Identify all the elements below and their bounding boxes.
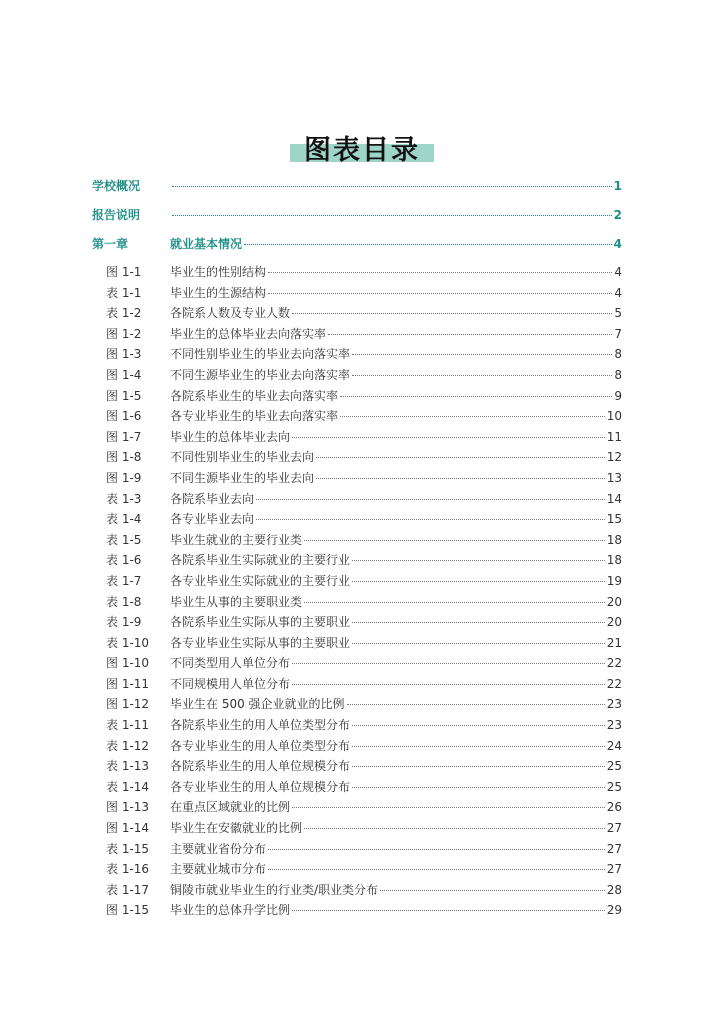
toc-entry-label: 表 1-12 xyxy=(106,738,150,753)
toc-entry-page: 27 xyxy=(606,841,622,856)
toc-entry[interactable] xyxy=(92,677,622,698)
toc-entry-label: 表 1-4 xyxy=(106,512,142,527)
toc-entry[interactable] xyxy=(92,656,622,677)
toc-entry-title: 主要就业城市分布 xyxy=(170,862,267,877)
toc-entry-page: 20 xyxy=(606,615,622,630)
toc-entry-title: 各专业毕业生的用人单位类型分布 xyxy=(170,738,351,753)
toc-entry[interactable] xyxy=(92,862,622,883)
toc-main-entry[interactable] xyxy=(92,178,622,207)
dot-leader xyxy=(352,581,605,582)
toc-entry-page: 18 xyxy=(606,532,622,547)
toc-entry-page: 28 xyxy=(606,882,622,897)
toc-entry-title: 不同生源毕业生的毕业去向落实率 xyxy=(170,367,351,382)
toc-list xyxy=(92,178,622,924)
dot-leader xyxy=(292,437,605,438)
dot-leader xyxy=(256,499,605,500)
dot-leader xyxy=(352,375,612,376)
toc-entry-title: 各专业毕业生的用人单位规模分布 xyxy=(170,779,351,794)
toc-entry-title: 各专业毕业生实际就业的主要行业 xyxy=(170,573,351,588)
toc-entry-label: 学校概况 xyxy=(92,179,141,193)
toc-entry-title: 各专业毕业去向 xyxy=(170,512,255,527)
toc-entry[interactable] xyxy=(92,492,622,513)
toc-entry-page: 14 xyxy=(606,491,622,506)
toc-entry-title: 不同规模用人单位分布 xyxy=(170,676,291,691)
toc-entry[interactable] xyxy=(92,409,622,430)
toc-entry[interactable] xyxy=(92,327,622,348)
dot-leader xyxy=(292,663,605,664)
toc-entry[interactable] xyxy=(92,347,622,368)
toc-entry-page: 22 xyxy=(606,656,622,671)
toc-entry[interactable] xyxy=(92,780,622,801)
toc-entry-page: 25 xyxy=(606,759,622,774)
toc-entry-label: 图 1-12 xyxy=(106,697,150,712)
toc-entry-page: 27 xyxy=(606,821,622,836)
toc-entry-label: 表 1-5 xyxy=(106,532,142,547)
toc-entry-label: 表 1-15 xyxy=(106,841,150,856)
toc-entry-label: 图 1-3 xyxy=(106,347,142,362)
toc-main-entry[interactable] xyxy=(92,236,622,265)
toc-main-entry[interactable] xyxy=(92,207,622,236)
toc-entry-label: 表 1-14 xyxy=(106,779,150,794)
dot-leader xyxy=(352,643,605,644)
toc-entry-title: 各专业毕业生实际从事的主要职业 xyxy=(170,635,351,650)
toc-entry-title: 不同性别毕业生的毕业去向 xyxy=(170,450,315,465)
toc-entry[interactable] xyxy=(92,615,622,636)
toc-entry-title: 各院系人数及专业人数 xyxy=(170,306,291,321)
toc-entry-title: 主要就业省份分布 xyxy=(170,841,267,856)
toc-entry[interactable] xyxy=(92,842,622,863)
dot-leader xyxy=(316,478,605,479)
toc-entry-label: 图 1-8 xyxy=(106,450,142,465)
toc-entry-page: 22 xyxy=(606,676,622,691)
toc-entry-title: 各专业毕业生的毕业去向落实率 xyxy=(170,409,339,424)
toc-entry[interactable] xyxy=(92,368,622,389)
heading-box xyxy=(298,128,426,167)
toc-entry-label: 图 1-9 xyxy=(106,470,142,485)
toc-entry[interactable] xyxy=(92,636,622,657)
dot-leader xyxy=(304,540,605,541)
toc-entry-title: 铜陵市就业毕业生的行业类/职业类分布 xyxy=(170,882,379,897)
toc-entry[interactable] xyxy=(92,903,622,924)
toc-entry-label: 图 1-14 xyxy=(106,821,150,836)
dot-leader xyxy=(268,293,612,294)
toc-entry[interactable] xyxy=(92,718,622,739)
dot-leader xyxy=(292,910,605,911)
toc-entry-title: 不同类型用人单位分布 xyxy=(170,656,291,671)
dot-leader xyxy=(380,890,605,891)
toc-entry-page: 27 xyxy=(606,862,622,877)
toc-entry-title: 毕业生在 500 强企业就业的比例 xyxy=(170,697,345,712)
toc-entry-page: 26 xyxy=(606,800,622,815)
toc-entry[interactable] xyxy=(92,430,622,451)
toc-entry-title: 毕业生从事的主要职业类 xyxy=(170,594,303,609)
toc-entry-page: 4 xyxy=(613,237,622,251)
page-title: 图表目录 xyxy=(304,135,420,166)
toc-entry[interactable] xyxy=(92,389,622,410)
toc-entry[interactable] xyxy=(92,697,622,718)
toc-entry-label: 表 1-1 xyxy=(106,285,142,300)
toc-entry-label: 图 1-4 xyxy=(106,367,142,382)
dot-leader xyxy=(292,807,605,808)
toc-entry-label: 表 1-8 xyxy=(106,594,142,609)
toc-entry-page: 21 xyxy=(606,635,622,650)
toc-entry-label: 图 1-13 xyxy=(106,800,150,815)
toc-entry-label: 表 1-10 xyxy=(106,635,150,650)
toc-entry-title: 毕业生的性别结构 xyxy=(170,265,267,279)
toc-entry-page: 13 xyxy=(606,470,622,485)
toc-entry-label: 表 1-16 xyxy=(106,862,150,877)
toc-entry-page: 10 xyxy=(606,409,622,424)
toc-entry-title: 各院系毕业生的毕业去向落实率 xyxy=(170,388,339,403)
toc-entry-label: 表 1-6 xyxy=(106,553,142,568)
toc-entry-label: 表 1-3 xyxy=(106,491,142,506)
dot-leader xyxy=(352,746,605,747)
dot-leader xyxy=(352,622,605,623)
toc-entry-page: 24 xyxy=(606,738,622,753)
toc-entry-page: 29 xyxy=(606,903,622,918)
dot-leader xyxy=(292,313,612,314)
dot-leader xyxy=(328,334,612,335)
toc-entry[interactable] xyxy=(92,553,622,574)
toc-entry-page: 19 xyxy=(606,573,622,588)
toc-entry-title: 在重点区域就业的比例 xyxy=(170,800,291,815)
dot-leader xyxy=(268,272,612,273)
toc-entry-page: 8 xyxy=(614,347,622,362)
toc-entry[interactable] xyxy=(92,800,622,821)
toc-entry-label: 表 1-9 xyxy=(106,615,142,630)
toc-entry-title: 各院系毕业生实际就业的主要行业 xyxy=(170,553,351,568)
toc-entry[interactable] xyxy=(92,533,622,554)
toc-entry-title: 毕业生的总体升学比例 xyxy=(170,903,291,918)
dot-leader xyxy=(352,354,612,355)
dot-leader xyxy=(244,244,612,245)
toc-entry-page: 23 xyxy=(606,718,622,733)
toc-entry-title: 不同性别毕业生的毕业去向落实率 xyxy=(170,347,351,362)
toc-entry-label: 表 1-7 xyxy=(106,573,142,588)
toc-entry-label: 图 1-7 xyxy=(106,429,142,444)
toc-entry-label: 报告说明 xyxy=(92,208,141,222)
toc-entry-label: 表 1-13 xyxy=(106,759,150,774)
toc-entry-page: 15 xyxy=(606,512,622,527)
dot-leader xyxy=(268,849,605,850)
dot-leader xyxy=(172,186,612,187)
dot-leader xyxy=(316,457,605,458)
toc-entry[interactable] xyxy=(92,471,622,492)
toc-entry[interactable] xyxy=(92,883,622,904)
dot-leader xyxy=(347,704,605,705)
toc-entry-page: 20 xyxy=(606,594,622,609)
toc-entry-page: 5 xyxy=(614,306,622,321)
toc-entry-page: 8 xyxy=(614,367,622,382)
toc-entry-page: 4 xyxy=(614,265,622,279)
toc-entry-page: 25 xyxy=(606,779,622,794)
dot-leader xyxy=(340,416,605,417)
dot-leader xyxy=(352,766,605,767)
toc-entry-title: 毕业生的总体毕业去向落实率 xyxy=(170,326,327,341)
toc-entry-page: 23 xyxy=(606,697,622,712)
toc-entry[interactable] xyxy=(92,286,622,307)
toc-entry[interactable] xyxy=(92,595,622,616)
toc-entry-label: 表 1-17 xyxy=(106,882,150,897)
toc-entry-label: 图 1-11 xyxy=(106,676,150,691)
toc-entry[interactable] xyxy=(92,450,622,471)
toc-entry[interactable] xyxy=(92,265,622,286)
dot-leader xyxy=(352,787,605,788)
toc-entry-label: 第一章 xyxy=(92,237,129,251)
toc-entry-title: 就业基本情况 xyxy=(170,237,243,251)
toc-entry-page: 9 xyxy=(614,388,622,403)
toc-entry-label: 表 1-2 xyxy=(106,306,142,321)
toc-entry-label: 表 1-11 xyxy=(106,718,150,733)
dot-leader xyxy=(352,560,605,561)
toc-entry[interactable] xyxy=(92,759,622,780)
toc-entry-page: 11 xyxy=(606,429,622,444)
toc-entry-title: 各院系毕业生的用人单位类型分布 xyxy=(170,718,351,733)
toc-entry-page: 1 xyxy=(613,179,622,193)
toc-entry-title: 不同生源毕业生的毕业去向 xyxy=(170,470,315,485)
heading-wrap xyxy=(0,128,724,167)
toc-entry-label: 图 1-6 xyxy=(106,409,142,424)
dot-leader xyxy=(268,869,605,870)
toc-entry-label: 图 1-1 xyxy=(106,265,142,279)
dot-leader xyxy=(304,828,605,829)
toc-entry-page: 18 xyxy=(606,553,622,568)
dot-leader xyxy=(352,725,605,726)
dot-leader xyxy=(256,519,605,520)
dot-leader xyxy=(172,215,612,216)
toc-entry-title: 各院系毕业生实际从事的主要职业 xyxy=(170,615,351,630)
dot-leader xyxy=(292,684,605,685)
toc-entry-page: 7 xyxy=(614,326,622,341)
toc-entry-title: 各院系毕业生的用人单位规模分布 xyxy=(170,759,351,774)
toc-entry-title: 毕业生的总体毕业去向 xyxy=(170,429,291,444)
toc-entry-label: 图 1-2 xyxy=(106,326,142,341)
toc-entry[interactable] xyxy=(92,512,622,533)
toc-entry[interactable] xyxy=(92,306,622,327)
toc-entry[interactable] xyxy=(92,739,622,760)
toc-entry[interactable] xyxy=(92,574,622,595)
toc-entry-title: 毕业生在安徽就业的比例 xyxy=(170,821,303,836)
toc-entry-page: 12 xyxy=(606,450,622,465)
toc-entry[interactable] xyxy=(92,821,622,842)
toc-entry-title: 毕业生就业的主要行业类 xyxy=(170,532,303,547)
dot-leader xyxy=(304,602,605,603)
toc-entry-title: 毕业生的生源结构 xyxy=(170,285,267,300)
toc-entry-label: 图 1-15 xyxy=(106,903,150,918)
toc-entry-label: 图 1-5 xyxy=(106,388,142,403)
toc-entry-title: 各院系毕业去向 xyxy=(170,491,255,506)
toc-entry-label: 图 1-10 xyxy=(106,656,150,671)
toc-entry-page: 4 xyxy=(614,285,622,300)
toc-entry-page: 2 xyxy=(613,208,622,222)
dot-leader xyxy=(340,396,612,397)
